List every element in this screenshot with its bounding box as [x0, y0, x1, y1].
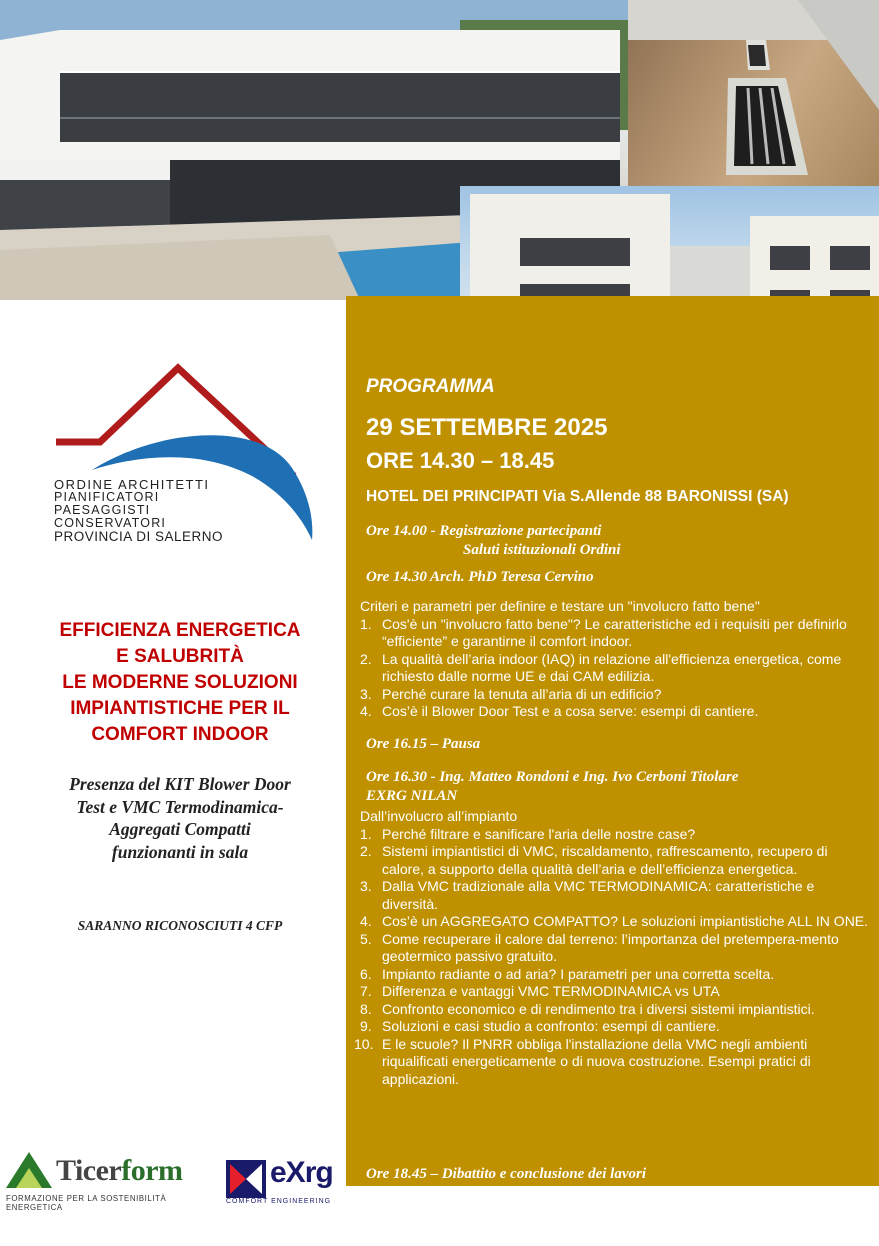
list-item: 3. Dalla VMC tradizionale alla VMC TERMODINAMICA: caratteristiche e diversità. — [360, 878, 815, 912]
event-date: 29 SETTEMBRE 2025 — [366, 414, 608, 441]
ticerform-mark-icon — [6, 1152, 52, 1192]
ordine-line: CONSERVATORI — [54, 516, 167, 530]
kit-demo-note: Presenza del KIT Blower Door Test e VMC Termodinamica- Aggregati Compatti funzionanti in sala — [69, 774, 291, 862]
exrg-name: eXrg — [270, 1156, 333, 1189]
floor-grille-photo — [628, 0, 879, 186]
event-time: ORE 14.30 – 18.45 — [366, 448, 555, 473]
list-item: 7. Differenza e vantaggi VMC TERMODINAMICA vs UTA — [360, 983, 720, 999]
ticerform-name: Ticerform — [56, 1154, 183, 1187]
list-item: 3. Perché curare la tenuta all’aria di un edificio? — [360, 685, 662, 702]
list-item: 9. Soluzioni e casi studio a confronto: esempi di cantiere. — [360, 1018, 720, 1034]
ticerform-logo — [6, 1150, 221, 1212]
list-item: 1. Cos'è un "involucro fatto bene"? Le caratteristiche ed i requisiti per definirlo “efficiente” e garantirne il comfort indoor. — [360, 615, 847, 649]
list-item: 8. Confronto economico e di rendimento tra i diversi sistemi impiantistici. — [360, 1000, 815, 1017]
ticerform-tagline: FORMAZIONE PER LA SOSTENIBILITÀ ENERGETICA — [6, 1194, 167, 1212]
ordine-line: PROVINCIA DI SALERNO — [54, 529, 224, 544]
pause-line: Ore 16.15 – Pausa — [366, 736, 481, 752]
closing-line: Ore 18.45 – Dibattito e conclusione dei lavori — [366, 1166, 646, 1182]
list-item: 10. E le scuole? Il PNRR obbliga l'installazione della VMC negli ambienti riqualificati energeticamente o di nuova costruzione. Esempi pratici di applicazioni. — [354, 1035, 811, 1087]
session1-topic-list — [360, 616, 873, 721]
list-item: 6. Impianto radiante o ad aria? I parametri per una corretta scelta. — [360, 965, 775, 982]
ordine-line: PIANIFICATORI — [54, 490, 160, 504]
ordine-line: ORDINE ARCHITETTI — [54, 477, 210, 492]
event-title: EFFICIENZA ENERGETICA E SALUBRITÀ LE MODERNE SOLUZIONI IMPIANTISTICHE PER IL COMFORT INDOOR — [59, 620, 301, 745]
program-panel — [346, 296, 879, 1186]
session1-intro: Criteri e parametri per definire e testare un "involucro fatto bene" — [360, 598, 760, 614]
session1-content — [360, 598, 873, 721]
program-heading: PROGRAMMA — [366, 376, 495, 397]
list-item: 2. La qualità dell’aria indoor (IAQ) in relazione all'efficienza energetica, come richiesto dalle norme UE e dai CAM edilizia. — [360, 650, 842, 684]
registration-line: Ore 14.00 - Registrazione partecipanti — [366, 523, 602, 539]
floor-grille-illustration — [628, 0, 879, 186]
session2-content — [354, 808, 873, 1088]
exrg-tagline: COMFORT ENGINEERING — [226, 1198, 332, 1205]
ordine-line: PAESAGGISTI — [54, 503, 151, 517]
exrg-logo — [226, 1156, 344, 1210]
session1-header: Ore 14.30 Arch. PhD Teresa Cervino — [366, 569, 594, 585]
session2-topic-list — [354, 825, 873, 1089]
list-item: 2. Sistemi impiantistici di VMC, riscaldamento, raffrescamento, recupero di calore, a supporto della qualità dell’aria e dell’efficienza energetica. — [360, 843, 828, 877]
session2-intro: Dall’involucro all’impianto — [360, 808, 518, 824]
cfp-note: SARANNO RICONOSCIUTI 4 CFP — [77, 918, 283, 933]
ordine-text-block — [54, 478, 223, 543]
list-item: 4. Cos’è il Blower Door Test e a cosa serve: esempi di cantiere. — [360, 703, 759, 719]
greetings-line: Saluti istituzionali Ordini — [463, 542, 621, 558]
list-item: 4. Cos’è un AGGREGATO COMPATTO? Le soluzioni impiantistiche ALL IN ONE. — [360, 913, 869, 929]
list-item: 5. Come recuperare il calore dal terreno: l’importanza del pretempera-mento geotermico passivo gratuito. — [360, 930, 839, 964]
exrg-mark-icon — [226, 1160, 266, 1198]
event-venue: HOTEL DEI PRINCIPATI Via S.Allende 88 BARONISSI (SA) — [366, 488, 789, 505]
session2-header: Ore 16.30 - Ing. Matteo Rondoni e Ing. Ivo Cerboni Titolare EXRG NILAN — [366, 769, 739, 804]
list-item: 1. Perché filtrare e sanificare l'aria delle nostre case? — [360, 825, 696, 842]
